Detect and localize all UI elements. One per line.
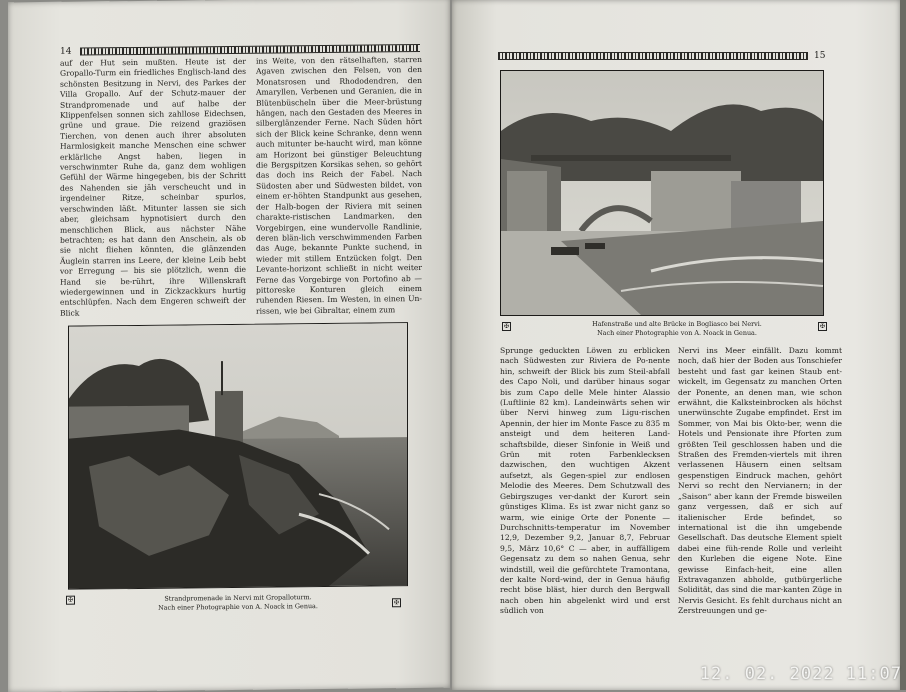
header-ornament-right <box>498 52 808 60</box>
photo-bogliasco-image <box>501 71 823 315</box>
photo-timestamp: 12. 02. 2022 11:07 <box>699 664 902 684</box>
left-caption-line1: Strandpromenade in Nervi mit Gropalloturm. <box>164 593 312 603</box>
page-number-right: 15 <box>814 51 826 61</box>
left-caption-line2: Nach einer Photographie von A. Noack in Genua. <box>158 601 318 612</box>
photo-bogliasco <box>500 70 824 316</box>
left-col2-text: ins Weite, von den rätselhaften, starren Agaven zwischen den Felsen, von den Monatsrosen und Rhododendren, den Amaryllen, Verbenen und Geranien, die in Blütenbüscheln über die Meer-brüstung hängen, nach den Gestaden des Meeres in silberglänzender Ferne. Nach Süden hört sich der Blick keine Schranke, denn wenn auch mitunter be-haucht wird, man könne am Horizont bei günstiger Beleuchtung die Bergspitzen Korsikas sehen, so gehört das doch ins Reich der Fabel. Nach Südosten aber und Südwesten bildet, von einem er-höhten Standpunkt aus gesehen, der Halb-bogen der Riviera mit seinen charakte-ristischen Landmarken, den Vorgebirgen, eine wundervolle Randlinie, deren blän-lich verschwimmenden Farben das Auge, bekannte Punkte suchend, in wieder mit stillem Entzücken folgt. Den Levante-horizont schließt in nicht weiter Ferne das Vorgebirge von Portofino ab — pittoreske Konturen gleich einem ruhenden Riesen. Im Westen, in einen Un-rissen, wie bei Gibraltar, einem zum <box>256 54 422 316</box>
right-col2-text: Nervi ins Meer einfällt. Dazu kommt noch, daß hier der Boden aus Tonschiefer besteht und fast gar keinen Staub ent-wickelt, im Gegensatz zu manchen Orten der Ponente, an denen man, wie schon erwähnt, die Kalksteinbrocken als höchst unerwünschte Zugabe empfindet. Erst im Sommer, von Mai bis Okto-ber, wenn die Hotels und Pensionate ihre Pforten zum größten Teil geschlossen haben und die Straßen des Fremden-viertels mit ihren verlassenen Häusern einen seltsam gespenstigen Eindruck machen, gehört Nervi so recht den Nervianern; in der „Saison“ aber kann der Fremde bisweilen ganz vergessen, daß er sich auf italienischer Erde befindet, so international ist die ihn umgebende Gesellschaft. Das deutsche Element spielt dabei eine füh-rende Rolle und verleiht den Kurleben die eigene Note. Eine gewisse Einfach-heit, eine allen Extravaganzen abholde, gutbürgerliche Solidität, das sind die mar-kanten Züge in Nervis Gesicht. Es fehlt durchaus nicht an Zerstreuungen und ge- <box>678 346 842 616</box>
page-number-left: 14 <box>60 46 72 57</box>
right-page <box>452 0 900 690</box>
left-photo-caption <box>108 593 368 613</box>
left-text-column-2 <box>256 55 422 321</box>
right-photo-caption <box>542 320 812 337</box>
photo-strandpromenade-image <box>69 323 407 589</box>
left-col1-text: auf der Hut sein mußten. Heute ist der Gropallo-Turm ein friedliches Englisch-land des schönsten Besitzung in Nervi, des Parkes der Villa Gropallo. Auf der Schutz-mauer der Strandpromenade und auf halbe der Klippenfelsen sonnen sich zahllose Eidechsen, grüne und graue. Die reizend graziösen Tierchen, von denen auch ihrer absoluten Harmlosigkeit manche Menschen eine schwer erklärliche Angst haben, liegen in verschwinmter Ruhe da, ganz dem wohligen Gefühl der Wärme hingegeben, bis der Schritt des Nahenden sie jäh verscheucht und in irgendeiner Ritze, scheinbar spurlos, verschwinden läßt. Mitunter lassen sie sich aber, gleichsam hypnotisiert durch den menschlichen Blick, aus nächster Nähe betrachten; es hat dann den Anschein, als ob sie nicht fliehen könnten, die glänzenden Äuglein starren ins Leere, der kleine Leib bebt vor Erregung — bis sie plötzlich, wenn die Hand sie be-rührt, ihre Willenskraft wiedergewinnen und in Zickzackkurs hurtig entschlüpfen. Nach dem Engeren schweift der Blick <box>60 56 246 318</box>
ornament-square-icon: ✠ <box>67 596 74 604</box>
ornament-square-icon: ✠ <box>503 323 510 330</box>
right-caption-line1: Hafenstraße und alte Brücke in Bogliasco bei Nervi. <box>592 320 762 328</box>
header-ornament-left <box>80 44 420 56</box>
left-page <box>8 0 450 692</box>
right-text-column-2 <box>678 346 842 616</box>
left-text-column-1 <box>60 57 246 323</box>
right-col1-text: Sprunge geduckten Löwen zu erblicken nach Südwesten zur Riviera de Po-nente hin, schweift der Blick bis zum Steil-abfall des Capo Noli, und darüber hinaus sogar bis zum Capo delle Mele hinter Alassio (Luftlinie 82 km). Landeinwärts sehen wir über Nervi hinweg zum Ligu-rischen Apennin, der hier im Monte Fasce zu 835 m ansteigt und dem heiteren Land-schaftsbilde, dieser Sinfonie in Weiß und Grün mit roten Farbenklecksen dazwischen, den wuchtigen Akzent aufsetzt, als Gegen-spiel zur endlosen Melodie des Meeres. Dem Schutzwall des Gebirgszuges ver-dankt der Kurort sein günstiges Klima. Es ist zwar nicht ganz so warm, wie einige Orte der Ponente — Durchschnitts-temperatur im November 12,9, Dezember 9,2, Januar 8,7, Februar 9,5, März 10,6° C — aber, in auffälligem Gegensatz zu dem so nahen Genua, sehr windstill, weil die gefürchtete Tramontana, der kalte Nord-wind, der in Genua häufig recht böse bläst, hier durch den Bergwall nach oben hin abgelenkt wird und erst südlich von <box>500 346 670 616</box>
right-text-column-1 <box>500 346 670 616</box>
ornament-square-icon: ✠ <box>819 323 826 330</box>
right-caption-line2: Nach einer Photographie von A. Noack in Genua. <box>597 328 757 337</box>
photo-strandpromenade <box>68 322 408 590</box>
ornament-square-icon: ✠ <box>393 599 400 607</box>
